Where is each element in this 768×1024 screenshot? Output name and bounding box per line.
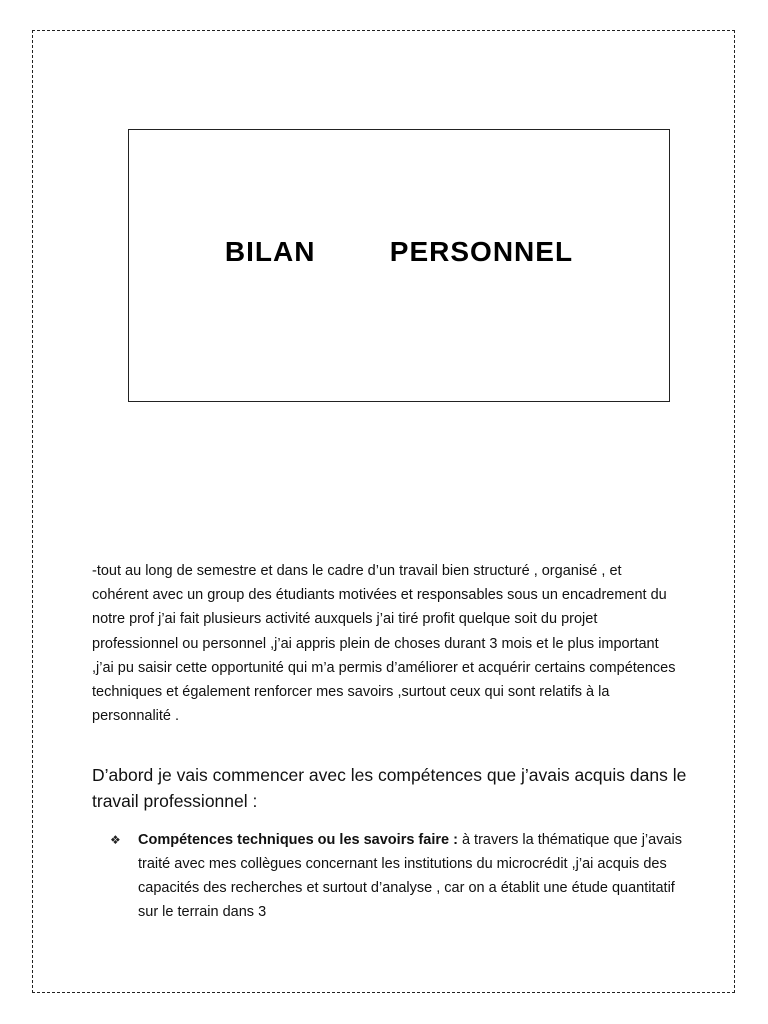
- page-title: BILAN PERSONNEL: [224, 235, 574, 267]
- intro-paragraph: -tout au long de semestre et dans le cadre d’un travail bien structuré , organisé , et cohérent avec un group des étudiants motivées et responsables sous un encadrement du notre prof j’ai fait plusieurs activité auxquels j’ai tiré profit quelque soit du projet professionnel ou personnel ,j’ai appris plein de choses durant 3 mois et le plus important ,j’ai pu saisir cette opportunité qui m’a permis d’améliorer et acquérir certains compétences techniques et également renforcer mes savoirs ,surtout ceux qui sont relatifs à la personnalité .: [92, 563, 676, 725]
- diamond-bullet-icon: ❖: [110, 833, 121, 847]
- bullet-heading: Compétences techniques ou les savoirs faire :: [138, 832, 458, 848]
- list-item: [110, 828, 690, 924]
- bullet-body: à travers la thématique que j’avais traité avec mes collègues concernant les institutions du microcrédit ,j’ai acquis des capacités des recherches et surtout d’analyse , car on a établit une étude quantitatif sur le terrain dans 3: [138, 832, 682, 920]
- bullet-text: [138, 828, 690, 924]
- lead-paragraph: D’abord je vais commencer avec les compétences que j’avais acquis dans le travail professionnel :: [92, 765, 687, 811]
- title-box: [128, 129, 670, 402]
